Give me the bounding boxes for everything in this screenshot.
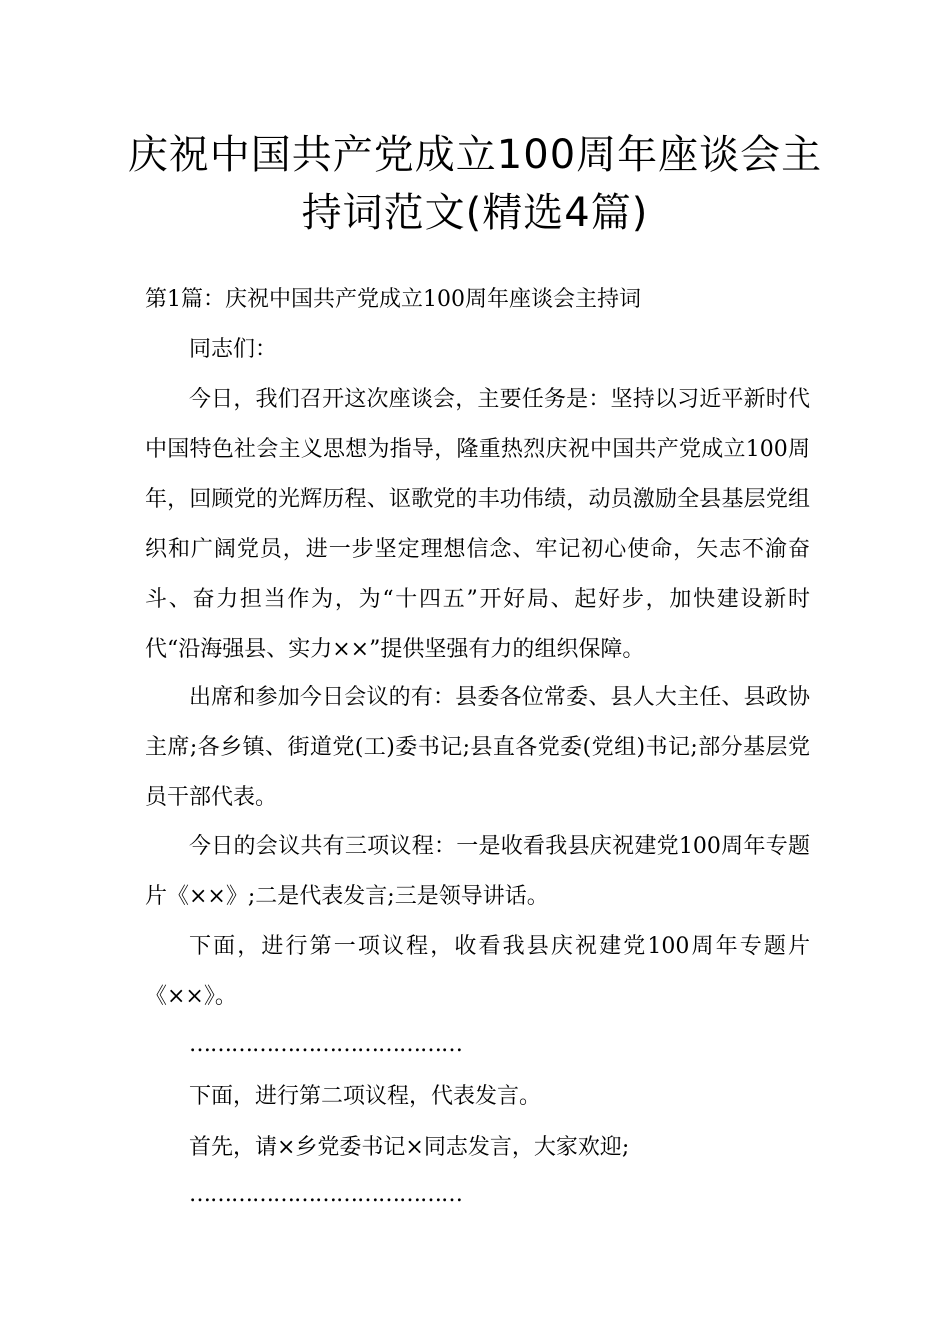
ellipsis-divider: ………………………………… xyxy=(189,1182,462,1207)
paragraph-first-speaker: 首先，请×乡党委书记×同志发言，大家欢迎; xyxy=(189,1135,630,1160)
ellipsis-divider: ………………………………… xyxy=(189,1032,462,1057)
section-heading: 第1篇：庆祝中国共产党成立100周年座谈会主持词 xyxy=(145,287,641,312)
paragraph-first-item: 下面，进行第一项议程，收看我县庆祝建党100周年专题片《××》。 xyxy=(145,934,810,1009)
paragraph-second-item: 下面，进行第二项议程，代表发言。 xyxy=(189,1084,542,1109)
greeting: 同志们： xyxy=(189,337,278,362)
document-title: 庆祝中国共产党成立100周年座谈会主持词范文(精选4篇) xyxy=(127,132,823,236)
paragraph-agenda: 今日的会议共有三项议程：一是收看我县庆祝建党100周年专题片《××》;二是代表发言;三是领导讲话。 xyxy=(145,834,810,909)
paragraph-purpose: 今日，我们召开这次座谈会，主要任务是：坚持以习近平新时代中国特色社会主义思想为指导，隆重热烈庆祝中国共产党成立100周年，回顾党的光辉历程、讴歌党的丰功伟绩，动员激励全县基层党组织和广阔党员，进一步坚定理想信念、牢记初心使命，矢志不渝奋斗、奋力担当作为，为“十四五”开好局、起好步，加快建设新时代“沿海强县、实力××”提供坚强有力的组织保障。 xyxy=(145,387,810,662)
paragraph-attendees: 出席和参加今日会议的有：县委各位常委、县人大主任、县政协主席;各乡镇、街道党(工)委书记;县直各党委(党组)书记;部分基层党员干部代表。 xyxy=(145,685,810,810)
